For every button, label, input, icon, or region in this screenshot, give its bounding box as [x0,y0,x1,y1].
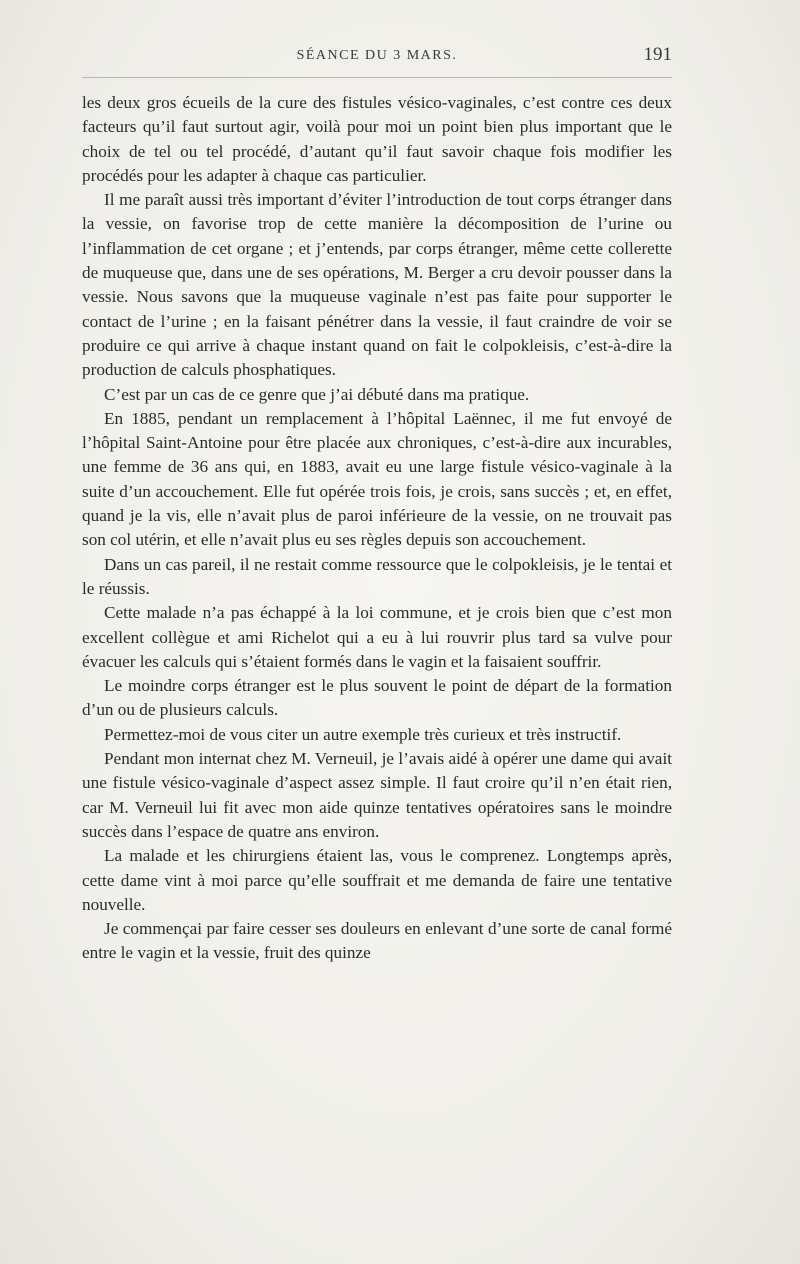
page-header [82,44,672,72]
paragraph-2: Il me paraît aussi très important d’éviter l’introduction de tout corps étranger dans la vessie, on favorise trop de cette manière la décomposition de l’urine ou l’inflammation de cet organe ; et j’entends, par corps étranger, même cette collerette de muqueuse que, dans une de ses opérations, M. Berger a cru devoir pousser dans la vessie. Nous savons que la muqueuse vaginale n’est pas faite pour supporter le contact de l’urine ; en la faisant pénétrer dans la vessie, il faut craindre de voir se produire ce qui arrive à chaque instant quand on fait le colpokleisis, c’est-à-dire la production de calculs phosphatiques. [82,190,672,380]
paragraph-11: Je commençai par faire cesser ses douleurs en enlevant d’une sorte de canal formé entre le vagin et la vessie, fruit des quinze [82,919,672,963]
paragraph-1: les deux gros écueils de la cure des fistules vésico-vaginales, c’est contre ces deux facteurs qu’il faut surtout agir, voilà pour moi un point bien plus important que le choix de tel ou tel procédé, d’autant qu’il faut savoir chaque fois modifier les procédés pour les adapter à chaque cas particulier. [82,93,672,185]
header-rule [82,77,672,78]
paragraph-4: En 1885, pendant un remplacement à l’hôpital Laënnec, il me fut envoyé de l’hôpital Saint-Antoine pour être placée aux chroniques, c’est-à-dire aux incurables, une femme de 36 ans qui, en 1883, avait eu une large fistule vésico-vaginale à la suite d’un accouchement. Elle fut opérée trois fois, je crois, sans succès ; et, en effet, quand je la vis, elle n’avait plus de paroi inférieure de la vessie, on ne trouvait pas son col utérin, et elle n’avait plus eu ses règles depuis son accouchement. [82,408,672,550]
paragraph-6: Cette malade n’a pas échappé à la loi commune, et je crois bien que c’est mon excellent collègue et ami Richelot qui a eu à lui rouvrir plus tard sa vulve pour évacuer les calculs qui s’étaient formés dans le vagin et la faisaient souffrir. [82,603,672,671]
paragraph-3: C’est par un cas de ce genre que j’ai débuté dans ma pratique. [104,384,530,404]
running-title: SÉANCE DU 3 MARS. [296,48,458,63]
page-number: 191 [643,44,672,65]
paragraph-10: La malade et les chirurgiens étaient las, vous le comprenez. Longtemps après, cette dame vint à moi parce qu’elle souffrait et me demanda de faire une tentative nouvelle. [82,846,672,914]
paragraph-9: Pendant mon internat chez M. Verneuil, je l’avais aidé à opérer une dame qui avait une fistule vésico-vaginale d’aspect assez simple. Il faut croire qu’il n’en était rien, car M. Verneuil lui fit avec mon aide quinze tentatives opératoires sans le moindre succès dans l’espace de quatre ans environ. [82,749,672,841]
paragraph-7: Le moindre corps étranger est le plus souvent le point de départ de la formation d’un ou de plusieurs calculs. [82,676,672,720]
paragraph-8: Permettez-moi de vous citer un autre exemple très curieux et très instructif. [104,724,622,744]
paragraph-5: Dans un cas pareil, il ne restait comme ressource que le colpokleisis, je le tentai et le réussis. [82,554,672,598]
body-text [82,91,672,966]
